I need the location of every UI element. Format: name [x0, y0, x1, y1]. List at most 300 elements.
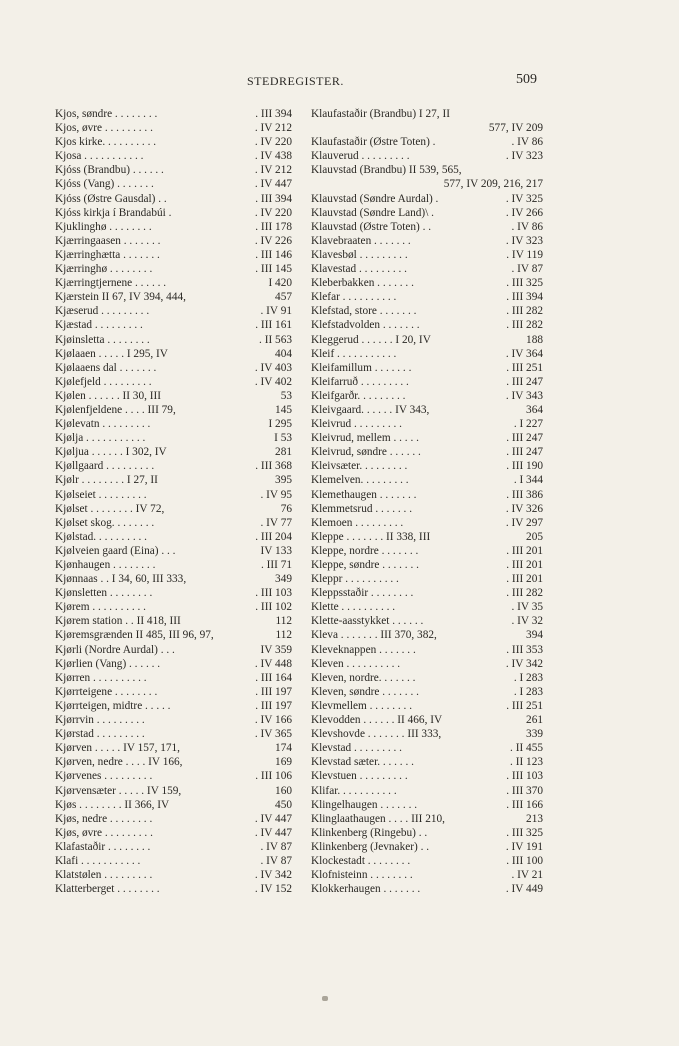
place-name: Kleven . . . . . . . . . . — [311, 657, 401, 670]
volume-page-reference: . IV 220 — [254, 206, 292, 219]
index-entry — [55, 276, 292, 290]
index-entry — [55, 121, 292, 135]
place-name: Kjølseiet . . . . . . . . . — [55, 488, 147, 501]
index-entry — [311, 502, 543, 516]
volume-page-reference: . IV 166 — [254, 714, 292, 727]
place-name: Kleppe, nordre . . . . . . . — [311, 544, 419, 557]
place-name: Klevstad sæter. . . . . . . — [311, 756, 414, 769]
index-entry — [311, 544, 543, 558]
volume-page-reference: . III 164 — [255, 671, 292, 684]
volume-page-reference: 339 — [526, 728, 543, 741]
volume-page-reference: . IV 87 — [511, 263, 543, 276]
volume-page-reference: . III 201 — [506, 544, 543, 557]
place-name: Kjos kirke. . . . . . . . . . — [55, 136, 157, 149]
place-name: Kleppe . . . . . . . II 338, III — [311, 530, 431, 543]
index-entry — [55, 784, 292, 798]
volume-page-reference: . IV 220 — [254, 136, 292, 149]
place-name: Kleppe, søndre . . . . . . . — [311, 559, 419, 571]
index-entry — [55, 361, 292, 375]
place-name: Kleggerud . . . . . . I 20, IV — [311, 333, 431, 346]
index-entry — [55, 586, 292, 600]
index-entry — [311, 473, 543, 487]
index-entry — [55, 318, 292, 332]
index-entry — [311, 347, 543, 361]
place-name: Kjærringaasen . . . . . . . — [55, 234, 161, 247]
volume-page-reference: . II 123 — [510, 756, 543, 769]
index-entry — [311, 234, 543, 248]
index-column-left — [55, 107, 292, 896]
index-entry — [311, 600, 543, 614]
place-name: Kjørven, nedre . . . . IV 166, — [55, 756, 183, 769]
place-name: Klauvstad (Søndre Land)\ . — [311, 206, 434, 219]
index-entry — [55, 854, 292, 868]
volume-page-reference: . IV 447 — [254, 812, 292, 825]
place-name: Klevstuen . . . . . . . . . — [311, 770, 408, 783]
place-name: Kjølenfjeldene . . . . III 79, — [55, 403, 176, 416]
volume-page-reference: . IV 95 — [260, 488, 292, 501]
place-name: Kleberbakken . . . . . . . — [311, 277, 414, 290]
volume-page-reference: . III 100 — [506, 854, 543, 867]
volume-page-reference: . IV 77 — [260, 516, 292, 529]
volume-page-reference: . IV 326 — [505, 502, 543, 515]
volume-page-reference: . III 282 — [506, 305, 543, 318]
index-entry — [311, 769, 543, 783]
volume-page-reference: . III 103 — [506, 770, 543, 783]
place-name: Kjæstad . . . . . . . . . — [55, 319, 143, 332]
place-name: Kleif . . . . . . . . . . . — [311, 347, 397, 360]
place-name: Kjos, øvre . . . . . . . . . — [55, 122, 153, 135]
volume-page-reference: . IV 119 — [506, 248, 543, 261]
volume-page-reference: . IV 21 — [511, 869, 543, 882]
volume-page-reference: 169 — [275, 756, 292, 769]
index-entry — [55, 544, 292, 558]
volume-page-reference: . II 455 — [510, 742, 543, 755]
place-name: Kjøllgaard . . . . . . . . . — [55, 460, 155, 473]
index-entry — [311, 713, 543, 727]
volume-page-reference: . IV 447 — [254, 826, 292, 839]
place-name: Klette-aasstykket . . . . . . — [311, 615, 424, 628]
place-name: Kjóss (Brandbu) . . . . . . — [55, 164, 164, 177]
index-entry — [311, 220, 543, 234]
place-name: Kjønnaas . . I 34, 60, III 333, — [55, 573, 187, 586]
volume-page-reference: . III 201 — [506, 559, 543, 571]
place-name: Klaufastaðir (Brandbu) I 27, II — [311, 108, 450, 120]
place-name: Klinkenberg (Ringebu) . . — [311, 826, 428, 839]
index-entry — [311, 868, 543, 882]
volume-page-reference: . IV 87 — [260, 840, 292, 853]
volume-page-reference: . IV 86 — [511, 220, 543, 233]
paper-speck — [322, 996, 328, 1001]
index-entry — [311, 445, 543, 459]
volume-page-reference: . II 563 — [259, 333, 292, 346]
index-entry — [55, 163, 292, 177]
place-name: Klauvstad (Brandbu) II 539, 565, — [311, 164, 462, 177]
index-entry — [55, 840, 292, 854]
index-entry — [311, 459, 543, 473]
index-entry — [55, 727, 292, 741]
index-entry — [311, 375, 543, 389]
volume-page-reference: . I 227 — [513, 418, 543, 431]
volume-page-reference: . III 282 — [506, 587, 543, 600]
index-entry — [55, 403, 292, 417]
place-name: Klafi . . . . . . . . . . . — [55, 854, 141, 867]
place-name: Kjos, søndre . . . . . . . . — [55, 108, 158, 120]
volume-page-reference: . IV 323 — [505, 150, 543, 163]
place-name: Klafastaðir . . . . . . . . — [55, 840, 151, 853]
index-entry — [311, 431, 543, 445]
volume-page-reference: . III 282 — [506, 319, 543, 332]
place-name: Klauvstad (Søndre Aurdal) . — [311, 192, 439, 205]
index-entry — [55, 290, 292, 304]
place-name: Kleifamillum . . . . . . . — [311, 361, 412, 374]
place-name: Kleppsstaðir . . . . . . . . — [311, 587, 414, 600]
volume-page-reference: . III 394 — [255, 192, 292, 205]
volume-page-reference: . III 353 — [506, 643, 543, 656]
volume-page-reference: . IV 297 — [505, 516, 543, 529]
volume-page-reference: . IV 212 — [254, 122, 292, 135]
place-name: Klavestad . . . . . . . . . — [311, 263, 408, 276]
volume-page-reference: . III 166 — [506, 798, 543, 811]
place-name: Kjærringhø . . . . . . . . — [55, 263, 153, 276]
place-name: Klavebraaten . . . . . . . — [311, 234, 411, 247]
volume-page-reference: . IV 266 — [505, 206, 543, 219]
place-name: Kleivsæter. . . . . . . . . — [311, 460, 408, 473]
place-name: Kjølset skog. . . . . . . . — [55, 516, 155, 529]
volume-page-reference: 112 — [275, 629, 292, 642]
volume-page-reference: . IV 447 — [254, 178, 292, 191]
volume-page-reference: . IV 343 — [505, 389, 543, 402]
volume-page-reference: IV 359 — [260, 643, 292, 656]
volume-page-reference: . III 370 — [506, 784, 543, 797]
volume-page-reference: . IV 35 — [511, 601, 543, 614]
index-column-right — [311, 107, 543, 896]
index-entry — [55, 868, 292, 882]
place-name: Kjuklinghø . . . . . . . . — [55, 220, 152, 233]
volume-page-reference: . IV 325 — [505, 192, 543, 205]
index-entry — [55, 389, 292, 403]
index-entry — [55, 262, 292, 276]
index-entry — [55, 826, 292, 840]
index-entry — [311, 826, 543, 840]
volume-page-reference: . III 394 — [255, 108, 292, 120]
place-name: Kjøs, øvre . . . . . . . . . — [55, 826, 153, 839]
index-entry — [311, 107, 543, 121]
place-name: Kjørem . . . . . . . . . . — [55, 601, 146, 614]
volume-page-reference: . I 283 — [513, 685, 543, 698]
volume-page-reference: . IV 323 — [505, 234, 543, 247]
volume-page-reference: . III 197 — [255, 685, 292, 698]
place-name: Klefstadvolden . . . . . . . — [311, 319, 420, 332]
index-entry — [311, 290, 543, 304]
volume-page-reference: IV 133 — [260, 544, 292, 557]
volume-page-reference: I 53 — [274, 432, 292, 445]
index-entry — [55, 614, 292, 628]
index-entry — [55, 248, 292, 262]
index-entry — [55, 600, 292, 614]
place-name: Kjóss (Østre Gausdal) . . — [55, 192, 167, 205]
place-name: Kjølstad. . . . . . . . . . — [55, 530, 147, 543]
place-name: Kjølen . . . . . . II 30, III — [55, 389, 162, 402]
index-entry — [55, 149, 292, 163]
index-entry — [311, 135, 543, 149]
place-name: Kjørvenes . . . . . . . . . — [55, 770, 153, 783]
place-name: Klinglaathaugen . . . . III 210, — [311, 812, 445, 825]
volume-page-reference: . III 204 — [255, 530, 292, 543]
index-entry — [311, 248, 543, 262]
index-entry — [311, 262, 543, 276]
index-entry — [311, 403, 543, 417]
place-name: Kjørven . . . . . IV 157, 171, — [55, 742, 180, 755]
index-entry — [311, 854, 543, 868]
place-name: Kjørstad . . . . . . . . . — [55, 728, 145, 741]
place-name: Kjølr . . . . . . . . I 27, II — [55, 474, 158, 487]
index-entry — [55, 459, 292, 473]
volume-page-reference: 450 — [275, 798, 292, 811]
index-entry — [311, 882, 543, 896]
index-entry — [55, 530, 292, 544]
index-entry — [55, 741, 292, 755]
place-name: Kjønhaugen . . . . . . . . — [55, 559, 156, 571]
volume-page-reference: . III 386 — [506, 488, 543, 501]
volume-page-reference: . III 103 — [255, 587, 292, 600]
index-entry — [311, 812, 543, 826]
place-name: Klemoen . . . . . . . . . — [311, 516, 404, 529]
volume-page-reference: . IV 86 — [511, 136, 543, 149]
index-entry — [55, 516, 292, 530]
place-name: Klemelven. . . . . . . . . — [311, 474, 409, 487]
place-name: Kjølset . . . . . . . . IV 72, — [55, 502, 165, 515]
index-entry — [55, 713, 292, 727]
place-name: Klefstad, store . . . . . . . — [311, 305, 417, 318]
volume-page-reference: 145 — [275, 403, 292, 416]
index-entry — [55, 572, 292, 586]
place-name: Kjóss (Vang) . . . . . . . — [55, 178, 154, 191]
volume-page-reference: 53 — [280, 389, 292, 402]
place-name: Kjæserud . . . . . . . . . — [55, 305, 150, 318]
place-name: Kjølefjeld . . . . . . . . . — [55, 375, 152, 388]
index-entry — [311, 121, 543, 135]
volume-page-reference: 174 — [275, 742, 292, 755]
volume-page-reference: . IV 449 — [505, 883, 543, 896]
place-name: Klevstad . . . . . . . . . — [311, 742, 402, 755]
volume-page-reference: 160 — [275, 784, 292, 797]
index-entry — [55, 685, 292, 699]
index-entry — [55, 671, 292, 685]
index-entry — [55, 812, 292, 826]
volume-page-reference: . III 247 — [506, 432, 543, 445]
place-name: Kjørren . . . . . . . . . . — [55, 671, 147, 684]
volume-page-reference: 76 — [280, 502, 292, 515]
place-name: Klatstølen . . . . . . . . . — [55, 869, 153, 882]
volume-page-reference: I 420 — [268, 277, 292, 290]
index-entry — [311, 417, 543, 431]
index-entry — [55, 558, 292, 572]
place-name: Kleivrud . . . . . . . . . — [311, 418, 402, 431]
volume-page-reference: . III 247 — [506, 375, 543, 388]
place-name: Kjølja . . . . . . . . . . . — [55, 432, 146, 445]
place-name: Klatterberget . . . . . . . . — [55, 883, 160, 896]
index-entry — [311, 304, 543, 318]
index-entry — [311, 727, 543, 741]
volume-page-reference: . IV 87 — [260, 854, 292, 867]
volume-page-reference: . III 102 — [255, 601, 292, 614]
volume-page-reference: . III 368 — [255, 460, 292, 473]
index-entry — [55, 431, 292, 445]
volume-page-reference: . III 201 — [506, 573, 543, 586]
volume-page-reference: . IV 32 — [511, 615, 543, 628]
place-name: Kleven, søndre . . . . . . . — [311, 685, 419, 698]
index-entry — [55, 445, 292, 459]
index-entry — [55, 135, 292, 149]
index-entry — [55, 882, 292, 896]
place-name: Kjørli (Nordre Aurdal) . . . — [55, 643, 175, 656]
volume-page-reference: 349 — [275, 573, 292, 586]
place-name: Klifar. . . . . . . . . . . — [311, 784, 397, 797]
index-entry — [55, 769, 292, 783]
index-entry — [55, 473, 292, 487]
index-entry — [311, 671, 543, 685]
place-name: Kjærringtjernene . . . . . . — [55, 277, 167, 290]
index-entry — [311, 699, 543, 713]
place-name: Klevodden . . . . . . II 466, IV — [311, 714, 443, 727]
index-entry — [55, 657, 292, 671]
index-entry — [55, 798, 292, 812]
place-name: Klaufastaðir (Østre Toten) . — [311, 136, 436, 149]
volume-page-reference: . III 247 — [506, 446, 543, 459]
place-name: Kleifarruð . . . . . . . . . — [311, 375, 409, 388]
index-entry — [55, 643, 292, 657]
volume-page-reference: . III 161 — [255, 319, 292, 332]
place-name: Kjølaaens dal . . . . . . . — [55, 361, 157, 374]
place-name: Klette . . . . . . . . . . — [311, 601, 396, 614]
index-entry — [311, 657, 543, 671]
page-header — [0, 74, 679, 92]
index-entry — [311, 840, 543, 854]
index-entry — [311, 643, 543, 657]
index-entry — [55, 699, 292, 713]
place-name: Klevshovde . . . . . . . III 333, — [311, 728, 442, 741]
running-title: STEDREGISTER. — [247, 74, 344, 88]
index-entry — [55, 234, 292, 248]
index-entry — [55, 304, 292, 318]
index-entry — [311, 530, 543, 544]
place-name: Kleivgaard. . . . . . IV 343, — [311, 403, 430, 416]
index-entry — [55, 206, 292, 220]
volume-page-reference: 395 — [275, 474, 292, 487]
volume-page-reference: I 295 — [268, 418, 292, 431]
page-number: 509 — [516, 72, 537, 87]
place-name: Klofnisteinn . . . . . . . . — [311, 869, 413, 882]
volume-page-reference: . IV 403 — [254, 361, 292, 374]
place-name: Kjøremsgrænden II 485, III 96, 97, — [55, 629, 214, 642]
volume-page-reference: . IV 438 — [254, 150, 292, 163]
volume-page-reference: 404 — [275, 347, 292, 360]
volume-page-reference: 261 — [526, 714, 543, 727]
volume-page-reference: . IV 364 — [505, 347, 543, 360]
index-entry — [311, 741, 543, 755]
volume-page-reference: . III 251 — [506, 361, 543, 374]
index-entry — [311, 177, 543, 191]
index-entry — [311, 163, 543, 177]
volume-page-reference: . III 251 — [506, 699, 543, 712]
place-name: Kleva . . . . . . . III 370, 382, — [311, 629, 437, 642]
index-entry — [311, 614, 543, 628]
index-entry — [311, 361, 543, 375]
index-entry — [311, 276, 543, 290]
index-entry — [55, 333, 292, 347]
volume-page-reference: 577, IV 209 — [488, 122, 543, 135]
place-name: Kjølaaen . . . . . I 295, IV — [55, 347, 168, 360]
index-entry — [311, 628, 543, 642]
volume-page-reference: . IV 402 — [254, 375, 292, 388]
volume-page-reference: 281 — [275, 446, 292, 459]
volume-page-reference: . III 71 — [260, 559, 292, 571]
place-name: Kjærstein II 67, IV 394, 444, — [55, 291, 186, 304]
volume-page-reference: . III 325 — [506, 277, 543, 290]
index-entry — [311, 586, 543, 600]
place-name: Klockestadt . . . . . . . . — [311, 854, 411, 867]
index-entry — [311, 333, 543, 347]
place-name: Kjørrteigen, midtre . . . . . — [55, 699, 171, 712]
volume-page-reference: . III 197 — [255, 699, 292, 712]
volume-page-reference: 188 — [526, 333, 543, 346]
place-name: Kleivrud, mellem . . . . . — [311, 432, 419, 445]
volume-page-reference: . III 178 — [255, 220, 292, 233]
place-name: Kjøs . . . . . . . . II 366, IV — [55, 798, 170, 811]
place-name: Kjørlien (Vang) . . . . . . — [55, 657, 161, 670]
volume-page-reference: 457 — [275, 291, 292, 304]
volume-page-reference: . III 325 — [506, 826, 543, 839]
volume-page-reference: . III 190 — [506, 460, 543, 473]
index-entry — [311, 558, 543, 572]
volume-page-reference: . IV 365 — [254, 728, 292, 741]
index-entry — [311, 755, 543, 769]
volume-page-reference: . I 283 — [513, 671, 543, 684]
place-name: Klefar . . . . . . . . . . — [311, 291, 397, 304]
place-name: Kjølveien gaard (Eina) . . . — [55, 544, 176, 557]
place-name: Kjønsletten . . . . . . . . — [55, 587, 153, 600]
volume-page-reference: . III 106 — [255, 770, 292, 783]
index-entry — [311, 389, 543, 403]
place-name: Kjøs, nedre . . . . . . . . — [55, 812, 153, 825]
place-name: Kjørrvin . . . . . . . . . — [55, 714, 145, 727]
index-entry — [311, 784, 543, 798]
volume-page-reference: . III 145 — [255, 263, 292, 276]
index-entry — [311, 798, 543, 812]
place-name: Klokkerhaugen . . . . . . . — [311, 883, 421, 896]
volume-page-reference: . IV 91 — [260, 305, 292, 318]
index-entry — [311, 516, 543, 530]
place-name: Klinkenberg (Jevnaker) . . — [311, 840, 430, 853]
index-entry — [55, 347, 292, 361]
index-entry — [55, 107, 292, 121]
place-name: Kjørem station . . II 418, III — [55, 615, 181, 628]
place-name: Kleveknappen . . . . . . . — [311, 643, 416, 656]
volume-page-reference: . III 394 — [506, 291, 543, 304]
index-entry — [55, 755, 292, 769]
place-name: Klemmetsrud . . . . . . . — [311, 502, 413, 515]
place-name: Klevmellem . . . . . . . . — [311, 699, 413, 712]
index-entry — [311, 488, 543, 502]
index-entry — [311, 685, 543, 699]
volume-page-reference: . IV 226 — [254, 234, 292, 247]
index-entry — [55, 192, 292, 206]
place-name: Kjøinsletta . . . . . . . . — [55, 333, 150, 346]
index-entry — [311, 206, 543, 220]
place-name: Kjøljua . . . . . . I 302, IV — [55, 446, 167, 459]
volume-page-reference: . I 344 — [513, 474, 543, 487]
index-entry — [311, 192, 543, 206]
